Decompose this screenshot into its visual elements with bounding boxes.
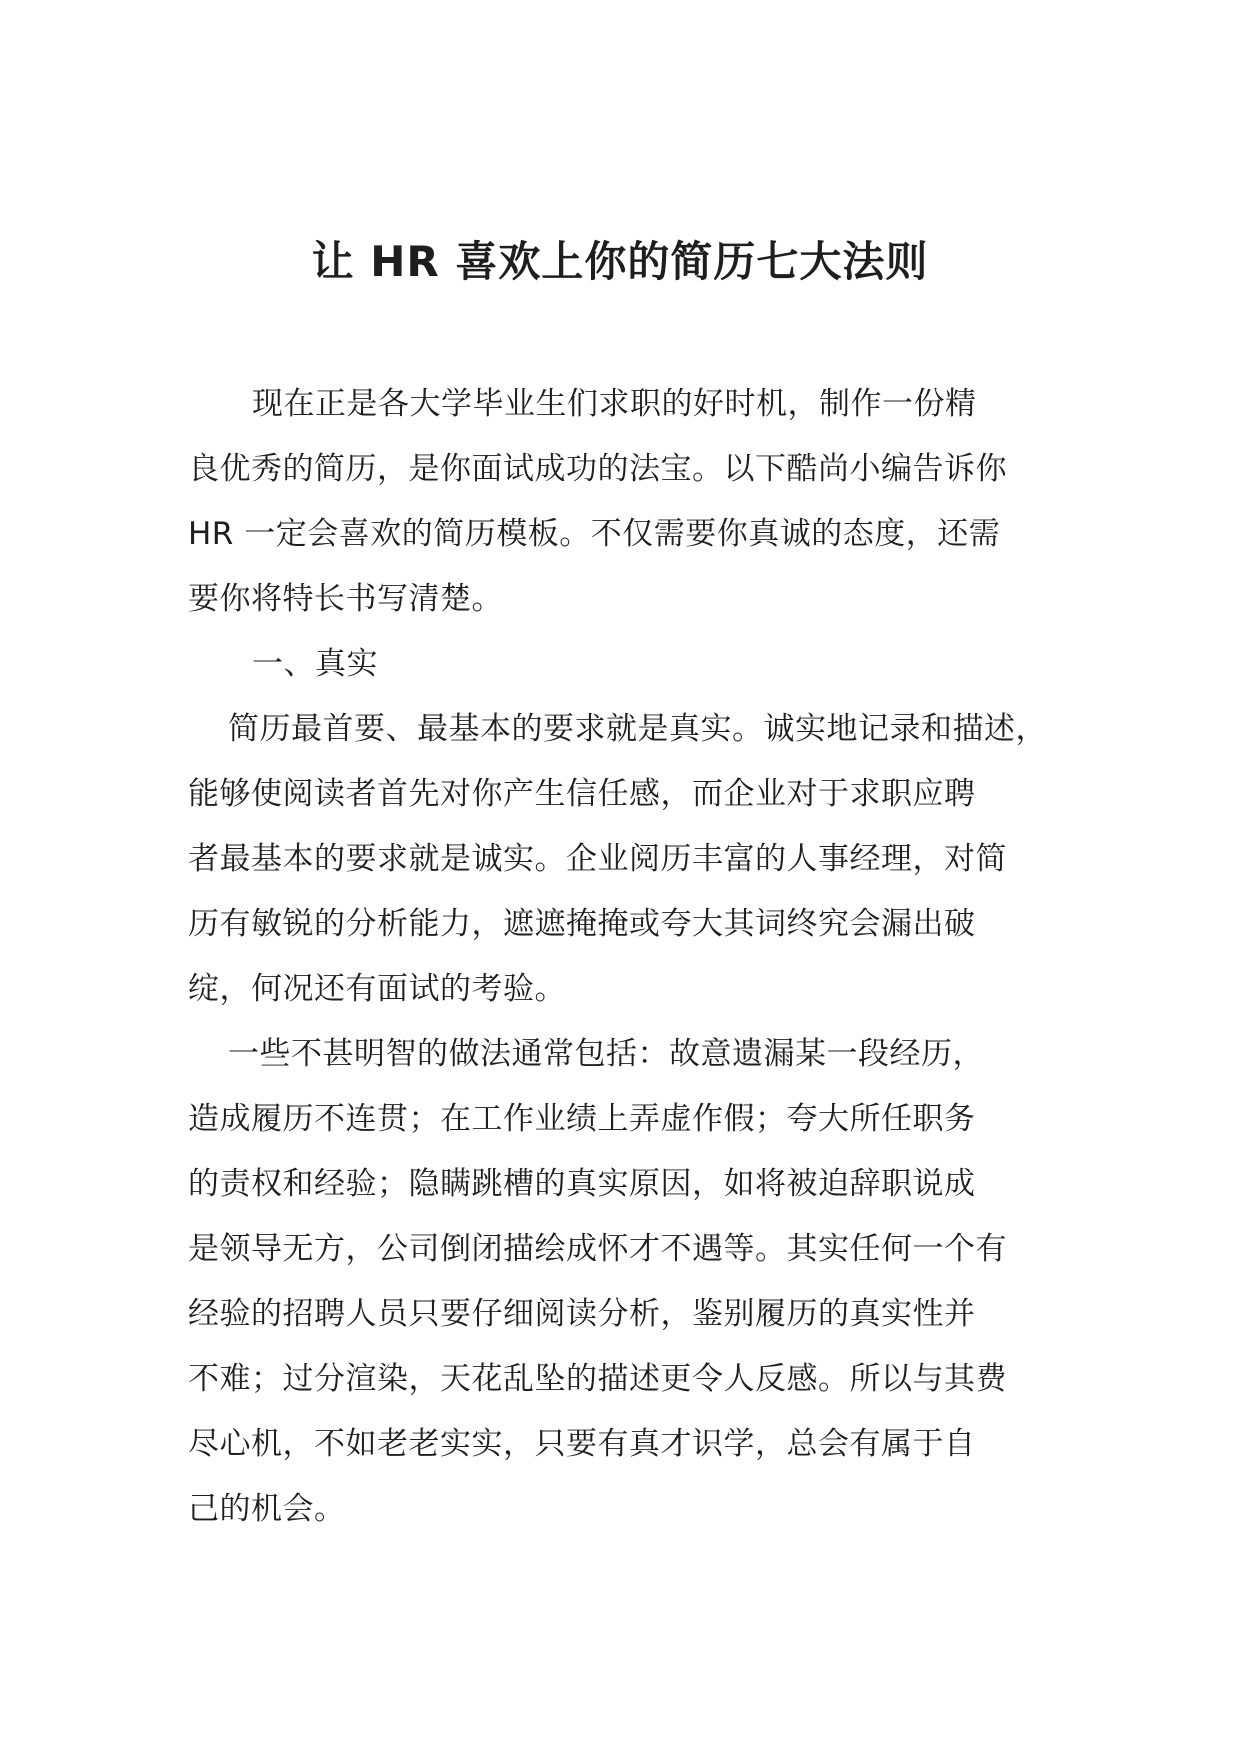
section-heading: 一、真实 — [252, 646, 378, 682]
body-line: 尽心机，不如老老实实，只要有真才识学，总会有属于自 — [188, 1426, 976, 1462]
body-line: 不难；过分渲染，天花乱坠的描述更令人反感。所以与其费 — [188, 1361, 1007, 1397]
body-line: 己的机会。 — [188, 1491, 346, 1527]
body-line: 者最基本的要求就是诚实。企业阅历丰富的人事经理，对简 — [188, 841, 1007, 877]
body-line: 要你将特长书写清楚。 — [188, 581, 503, 617]
body-line: 造成履历不连贯；在工作业绩上弄虚作假；夸大所任职务 — [188, 1101, 976, 1137]
body-line: HR 一定会喜欢的简历模板。不仅需要你真诚的态度，还需 — [188, 516, 1001, 552]
body-line: 简历最首要、最基本的要求就是真实。诚实地记录和描述， — [228, 711, 1047, 747]
body-line: 历有敏锐的分析能力，遮遮掩掩或夸大其词终究会漏出破 — [188, 906, 976, 942]
body-line: 是领导无方，公司倒闭描绘成怀才不遇等。其实任何一个有 — [188, 1231, 1007, 1267]
document-title: 让 HR 喜欢上你的简历七大法则 — [311, 237, 929, 286]
body-line: 绽，何况还有面试的考验。 — [188, 971, 566, 1007]
body-line: 一些不甚明智的做法通常包括：故意遗漏某一段经历， — [228, 1036, 984, 1072]
body-line: 现在正是各大学毕业生们求职的好时机，制作一份精 — [252, 386, 977, 422]
body-line: 的责权和经验；隐瞒跳槽的真实原因，如将被迫辞职说成 — [188, 1166, 976, 1202]
body-line: 良优秀的简历，是你面试成功的法宝。以下酷尚小编告诉你 — [188, 451, 1007, 487]
body-line: 能够使阅读者首先对你产生信任感，而企业对于求职应聘 — [188, 776, 976, 812]
body-line: 经验的招聘人员只要仔细阅读分析，鉴别履历的真实性并 — [188, 1296, 976, 1332]
